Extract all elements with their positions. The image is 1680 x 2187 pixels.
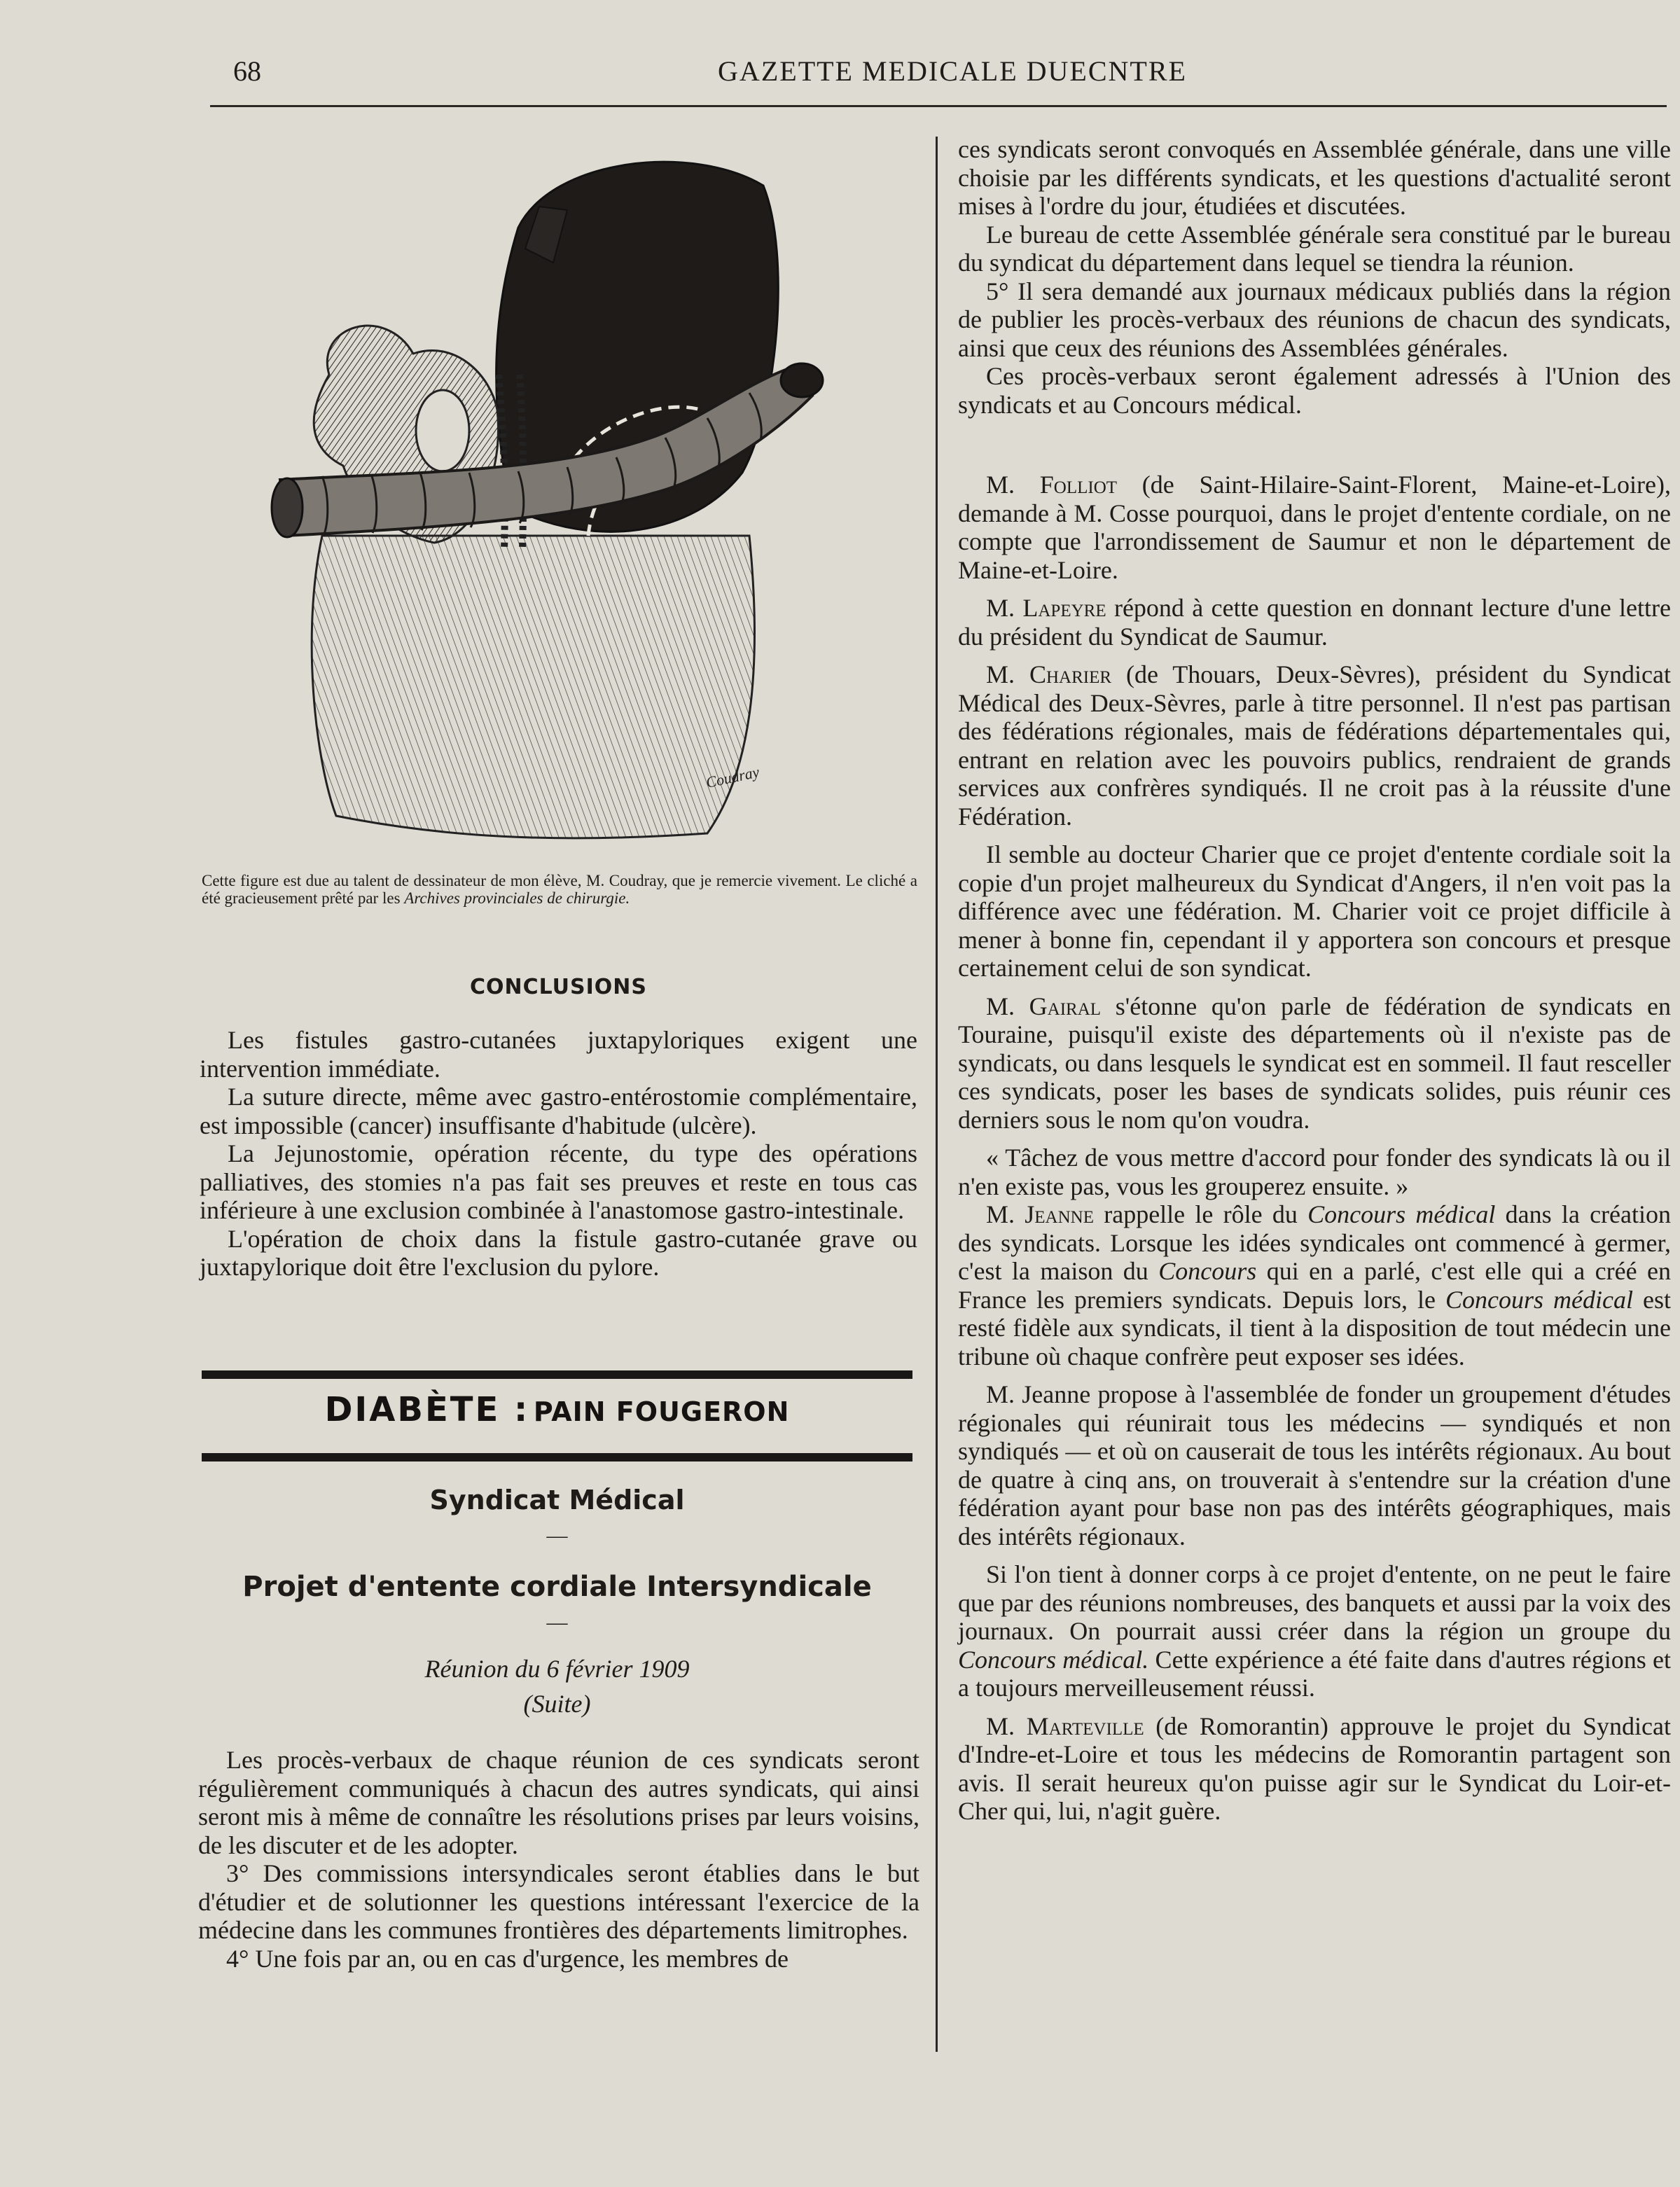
suite-label: (Suite) [523, 1690, 591, 1718]
article-body-right [958, 135, 1671, 1826]
heading-dash: — [546, 1524, 568, 1547]
paragraph-jeanne: M. Jeanne rappelle le rôle du Concours médical dans la création des syndicats. Lorsque les idées syndicales ont commencé à germer, c'est la maison du Concours qui en a parlé, c'est elle qui a créé en France les premiers syndicats. Depuis lors, le Concours médical est resté fidèle aux syndicats, il tient à la disposition de tout médecin une tribune où chaque confrère peut exposer ses idées. [958, 1200, 1671, 1370]
banner-rule-top [202, 1370, 912, 1379]
paragraph-marteville: M. Marteville (de Romorantin) approuve le projet du Syndicat d'Indre-et-Loire et tous les médecins de Romorantin partagent son avis. Il serait heureux qu'on puisse agir sur le Syndicat du Loir-et-Cher qui, lui, n'agit guère. [958, 1712, 1671, 1825]
running-title: GAZETTE MEDICALE DUECNTRE [718, 55, 1187, 87]
paragraph: Les fistules gastro-cutanées juxtapyloriques exigent une intervention immédiate. [200, 1026, 917, 1083]
suture-line [499, 375, 505, 550]
loop-end [781, 363, 823, 397]
paragraph: 3° Des commissions intersyndicales seront établies dans le but d'étudier et de solutionner les questions intéressant l'exercice de la médecine dans les communes frontières des départements limitrophes. [198, 1859, 919, 1944]
speaker-name: Lapeyre [1022, 594, 1106, 622]
paragraph: La suture directe, même avec gastro-entérostomie complémentaire, est impossible (cancer) insuffisante d'habitude (ulcère). [200, 1083, 917, 1139]
conclusions-heading: CONCLUSIONS [469, 975, 648, 999]
paragraph: Il semble au docteur Charier que ce projet d'entente cordiale soit la copie d'un projet malheureux du Syndicat d'Angers, il n'en voit pas la différence avec une fédération. M. Charier voit ce projet difficile à mener à bonne fin, cependant il y apportera son concours et presque certainement celui de son syndicat. [958, 840, 1671, 982]
speaker-name: Folliot [1039, 471, 1118, 499]
paragraph: Si l'on tient à donner corps à ce projet d'entente, on ne peut le faire que par des réunions nombreuses, des banquets et aussi par la voix des journaux. On pourrait aussi créer dans la région un groupe du Concours médical. Cette expérience a été faite dans d'autres régions et a toujours merveilleusement réussi. [958, 1560, 1671, 1702]
paragraph: Les procès-verbaux de chaque réunion de ces syndicats seront régulièrement communiqués à chacun des autres syndicats, qui ainsi seront mis à même de connaître les résolutions prises par leurs voisins, de les discuter et de les adopter. [198, 1746, 919, 1859]
speaker-name: Charier [1029, 660, 1112, 688]
banner-rule-bottom [202, 1453, 912, 1462]
article-title: Projet d'entente cordiale Intersyndicale [242, 1571, 872, 1603]
conclusions-body [200, 1026, 917, 1282]
paragraph: L'opération de choix dans la fistule gastro-cutanée grave ou juxtapylorique doit être l'exclusion du pylore. [200, 1224, 917, 1281]
figure-signature: Coudray [704, 763, 761, 791]
fistula-opening [416, 390, 469, 471]
tissue-mass [312, 536, 754, 838]
figure-caption: Cette figure est due au talent de dessinateur de mon élève, M. Coudray, que je remercie vivement. Le cliché a été gracieusement prêté par les Archives provinciales de chirurgie. [202, 872, 918, 907]
heading-dash: — [546, 1611, 568, 1634]
advertisement-banner: DIABÈTE : PAIN FOUGERON [324, 1390, 790, 1429]
paragraph-gairal: M. Gairal s'étonne qu'on parle de fédération de syndicats en Touraine, puisqu'il existe des départements où il n'existe pas de syndicats, ou dans lesquels le syndicat est en sommeil. Il faut resceller ces syndicats, poser les bases de syndicats solides, puis réunir ces derniers sous le nom qu'on voudra. [958, 992, 1671, 1134]
speaker-name: Jeanne [1025, 1200, 1094, 1228]
speaker-name: Marteville [1026, 1712, 1144, 1740]
paragraph: La Jejunostomie, opération récente, du type des opérations palliatives, des stomies n'a pas fait ses preuves et reste en tous cas inférieure à une exclusion combinée à l'anastomose gastro-intestinale. [200, 1139, 917, 1224]
speaker-name: Gairal [1029, 992, 1102, 1020]
quote: « Tâchez de vous mettre d'accord pour fonder des syndicats là ou il n'en existe pas, vous les grouperez ensuite. » [958, 1144, 1671, 1200]
page-number: 68 [233, 55, 261, 87]
header-rule [210, 105, 1667, 107]
paragraph: M. Jeanne propose à l'assemblée de fonder un groupement d'études régionales qui réunirait tous les médecins — syndiqués et non syndiqués — et où on causerait de tous les intérêts régionaux. Au bout de quatre à cinq ans, on trouverait à s'entendre sur la création d'une fédération ayant pour base non pas des intérêts géographiques, mais des intérêts régionaux. [958, 1380, 1671, 1550]
anatomical-figure [259, 144, 875, 851]
paragraph: Ces procès-verbaux seront également adressés à l'Union des syndicats et au Concours médical. [958, 362, 1671, 419]
meeting-date: Réunion du 6 février 1909 [424, 1655, 690, 1683]
loop-end [272, 478, 303, 537]
paragraph-lapeyre: M. Lapeyre répond à cette question en donnant lecture d'une lettre du président du Syndicat de Saumur. [958, 594, 1671, 651]
column-divider [936, 137, 938, 2052]
paragraph-charier: M. Charier (de Thouars, Deux-Sèvres), président du Syndicat Médical des Deux-Sèvres, parle à titre personnel. Il n'est pas partisan des fédérations régionales, mais de fédérations départementales qui, entrant en relation avec les pouvoirs publics, rendraient de grands services aux confrères syndiqués. Il ne croit pas à la réussite d'une Fédération. [958, 660, 1672, 831]
paragraph: ces syndicats seront convoqués en Assemblée générale, dans une ville choisie par les différents syndicats, et les questions d'actualité seront mises à l'ordre du jour, étudiées et discutées. [958, 135, 1671, 220]
article-body-left [198, 1746, 919, 1973]
section-heading: Syndicat Médical [429, 1485, 685, 1515]
paragraph: 4° Une fois par an, ou en cas d'urgence, les membres de [226, 1944, 789, 1973]
paragraph: 5° Il sera demandé aux journaux médicaux publiés dans la région de publier les procès-verbaux des réunions de chacun des syndicats, ainsi que ceux des réunions des Assemblées générales. [958, 277, 1671, 362]
paragraph: Le bureau de cette Assemblée générale sera constitué par le bureau du syndicat du département dans lequel se tiendra la réunion. [958, 220, 1671, 277]
paragraph-folliot: M. Folliot (de Saint-Hilaire-Saint-Florent, Maine-et-Loire), demande à M. Cosse pourquoi, dans le projet d'entente cordiale, on ne compte que l'arrondissement de Saumur et non le département de Maine-et-Loire. [958, 471, 1671, 584]
